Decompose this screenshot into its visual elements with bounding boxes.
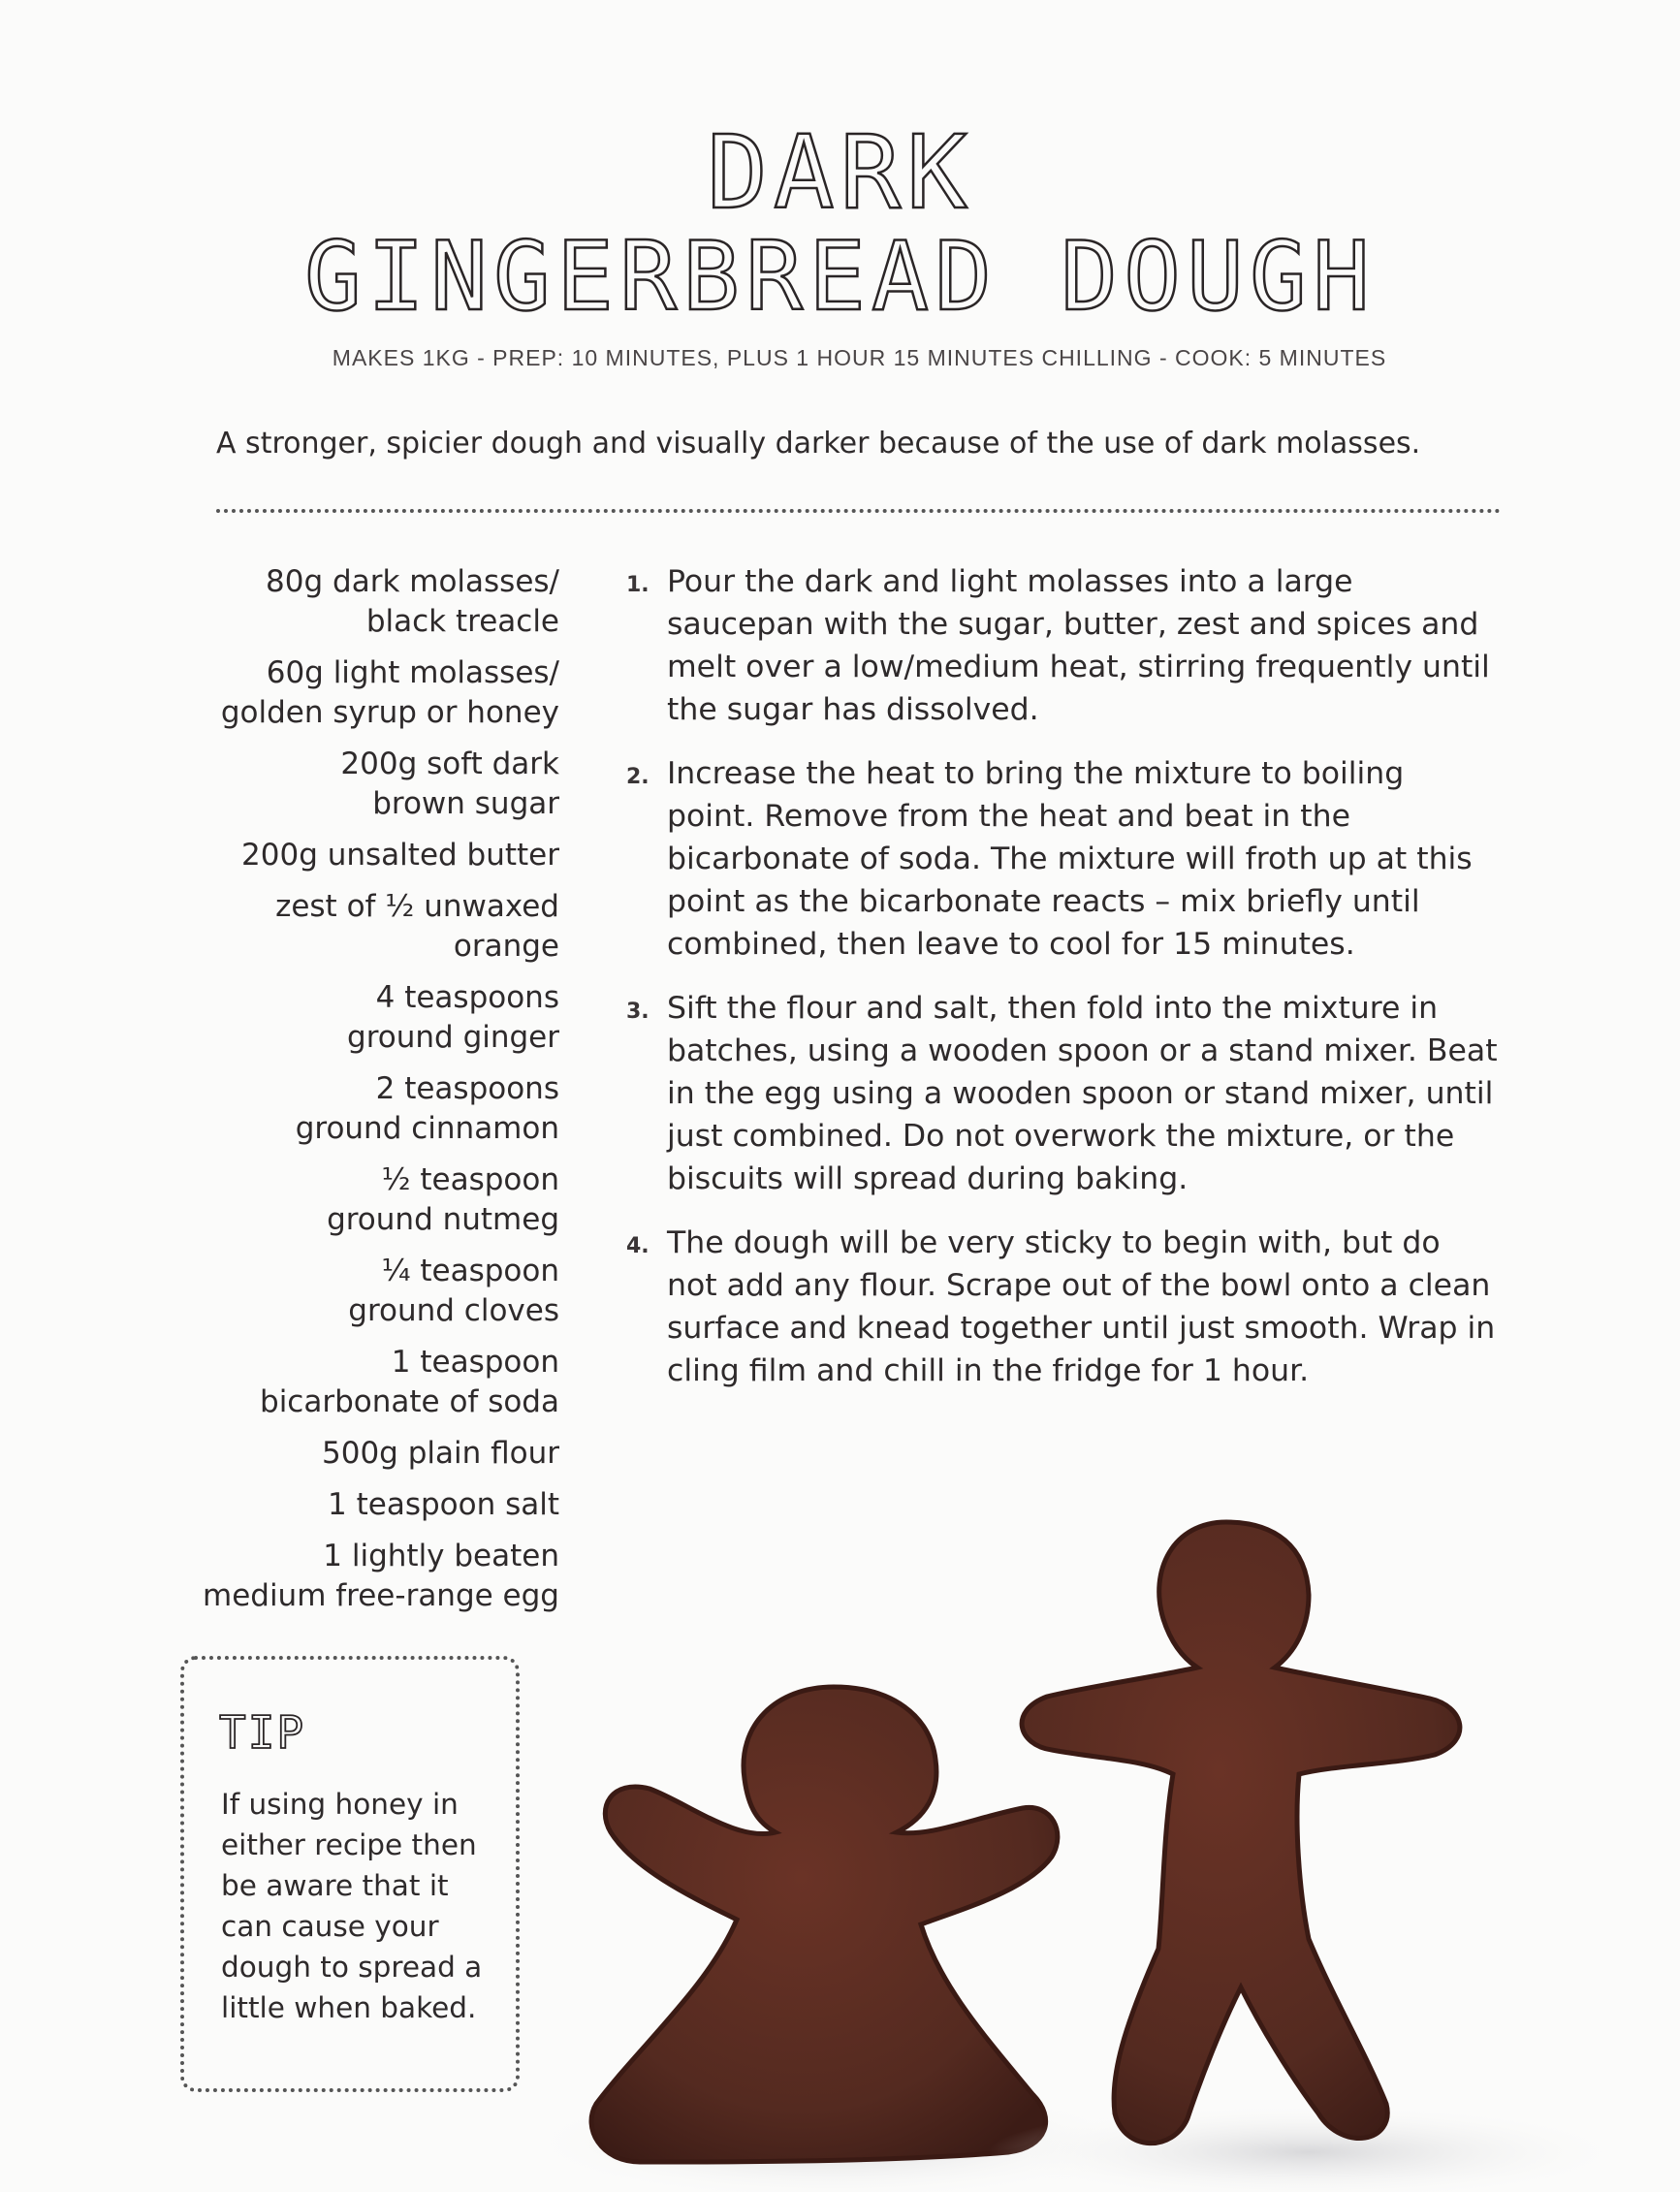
ingredient-item: zest of ½ unwaxed orange (275, 889, 559, 964)
gingerbread-boy (989, 1522, 1629, 2192)
gingerbread-girl (543, 1687, 1144, 2192)
step-number: 2. (626, 765, 650, 789)
ingredient-item: 4 teaspoons ground ginger (347, 980, 559, 1055)
ingredient-item: 1 teaspoon bicarbonate of soda (260, 1345, 559, 1419)
title-line-2: GINGERBREAD DOUGH (303, 222, 1377, 333)
step-text: Increase the heat to bring the mixture to boiling point. Remove from the heat and beat in the bicarbonate of soda. The mixture will froth up at this point as the bicarbonate reacts – mix briefly until combined, then leave to cool for 15 minutes. (667, 756, 1473, 962)
recipe-meta: MAKES 1KG - PREP: 10 MINUTES, PLUS 1 HOUR 15 MINUTES CHILLING - COOK: 5 MINUTES (332, 345, 1387, 370)
title-line-1: DARK (707, 113, 973, 232)
ingredient-item: 500g plain flour (322, 1436, 559, 1471)
ingredient-item: 1 teaspoon salt (328, 1487, 559, 1522)
method-steps (626, 560, 1499, 1414)
method-step (626, 560, 1499, 731)
ingredient-item: 2 teaspoons ground cinnamon (295, 1071, 559, 1146)
step-number: 1. (626, 573, 650, 597)
step-text: Pour the dark and light molasses into a large saucepan with the sugar, butter, zest and spices and melt over a low/medium heat, stirring frequently until the sugar has dissolved. (667, 564, 1490, 727)
tip-title: TIP (219, 1706, 306, 1759)
ingredient-item: ½ teaspoon ground nutmeg (327, 1162, 559, 1237)
method-step (626, 1222, 1499, 1392)
gingerbread-photo (543, 1483, 1680, 2192)
method-step (626, 987, 1499, 1200)
tip-text: If using honey in either recipe then be aware that it can cause your dough to spread a little when baked. (221, 1788, 483, 2024)
tip-box (180, 1656, 520, 2092)
ingredient-item: ¼ teaspoon ground cloves (348, 1254, 559, 1328)
method-step (626, 752, 1499, 966)
ingredients-list (174, 562, 559, 1628)
step-text: Sift the flour and salt, then fold into the mixture in batches, using a wooden spoon or a stand mixer. Beat in the egg using a wooden spoon or stand mixer, until just combined. Do not overwork the mixture, or the biscuits will spread during baking. (667, 991, 1498, 1196)
ingredient-item: 200g soft dark brown sugar (340, 747, 559, 821)
recipe-intro: A stronger, spicier dough and visually darker because of the use of dark molasses. (216, 427, 1421, 461)
step-number: 3. (626, 1000, 650, 1024)
step-number: 4. (626, 1234, 650, 1258)
ingredient-item: 200g unsalted butter (241, 838, 559, 873)
dotted-divider (216, 509, 1501, 513)
step-text: The dough will be very sticky to begin with, but do not add any flour. Scrape out of the bowl onto a clean surface and knead together until just smooth. Wrap in cling film and chill in the fridge for 1 hour. (667, 1225, 1496, 1388)
ingredient-item: 60g light molasses/ golden syrup or honey (220, 655, 559, 730)
ingredient-item: 1 lightly beaten medium free-range egg (203, 1539, 559, 1613)
ingredient-item: 80g dark molasses/ black treacle (266, 564, 559, 639)
